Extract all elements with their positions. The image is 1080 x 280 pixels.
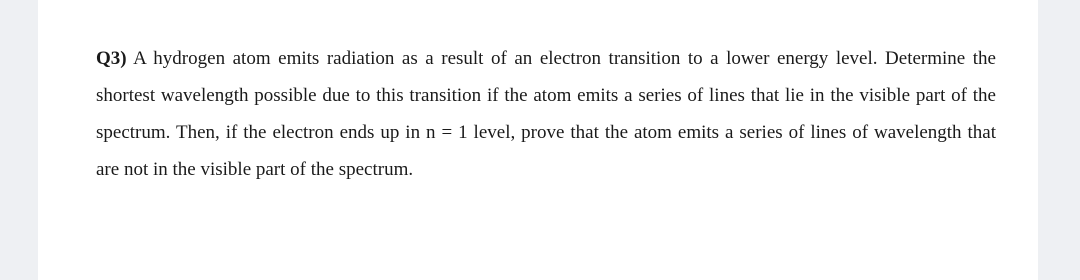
document-page (38, 0, 1038, 280)
question-paragraph (96, 40, 996, 188)
question-number: Q3) (96, 48, 127, 69)
question-text: A hydrogen atom emits radiation as a result of an electron transition to a lower energy level. Determine the shortest wavelength possible due to this transition if the atom emits a series of lines that lie in the visible part of the spectrum. Then, if the electron ends up in n = 1 level, prove that the atom emits a series of lines of wavelength that are not in the visible part of the spectrum. (96, 48, 996, 180)
